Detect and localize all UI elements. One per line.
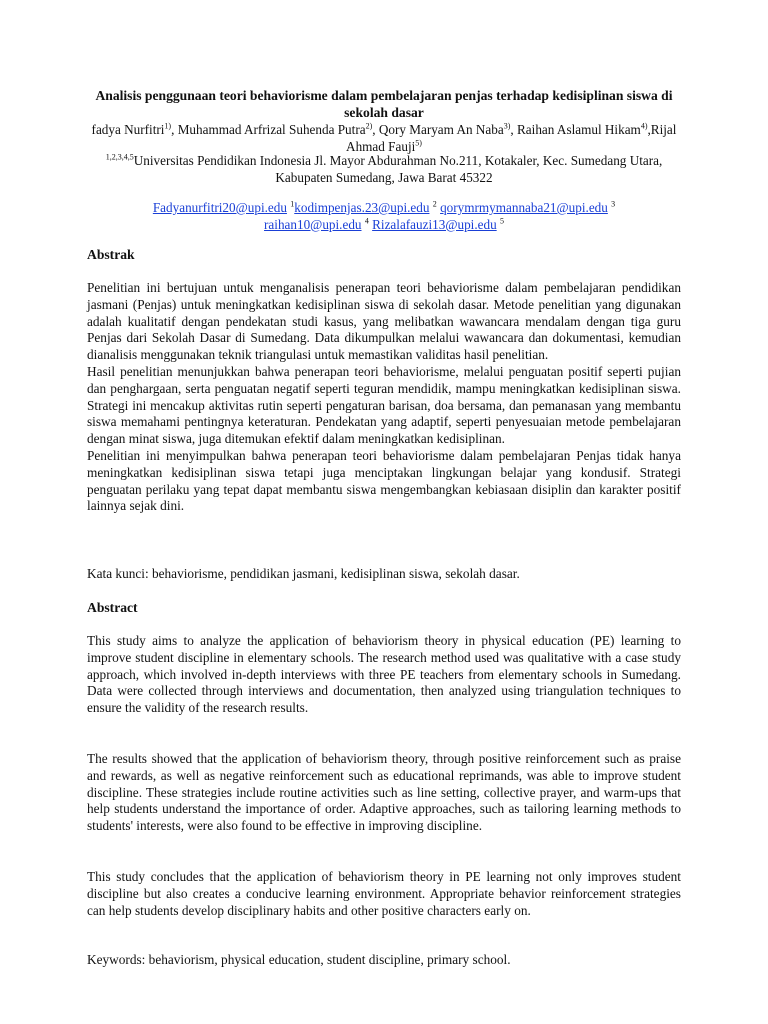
author-mark: 5) [415,138,422,148]
affiliation-mark: 1,2,3,4,5 [105,152,134,162]
email-link[interactable]: kodimpenjas.23@upi.edu [294,200,430,215]
abstract-paragraph: This study concludes that the application of behaviorism theory in PE learning not only improves student discipline but also creates a conducive learning environment. Appropriate behavior reinforcement strategies can help students develop disciplinary habits and other positive characters early on. [87,869,681,918]
affiliation [80,153,688,186]
abstrak-paragraph: Penelitian ini bertujuan untuk menganalisis penerapan teori behaviorisme dalam pembelajaran pendidikan jasmani (Penjas) untuk meningkatkan kedisiplinan siswa di sekolah dasar. Metode penelitian yang digunakan adalah kualitatif dengan pendekatan studi kasus, yang melibatkan wawancara mendalam dengan tiga guru Penjas dari Sekolah Dasar di Sumedang. Data dikumpulkan melalui wawancara dan dokumentasi, kemudian dianalisis menggunakan teknik triangulasi untuk memastikan validitas hasil penelitian. [87,280,681,363]
author-mark: 1) [164,121,172,131]
abstract-paragraph: This study aims to analyze the application of behaviorism theory in physical education (PE) learning to improve student discipline in elementary schools. The research method used was qualitative with a case study approach, which involved in-depth interviews with three PE teachers from elementary schools in Sumedang. Data were collected through interviews and documentation, then analyzed using triangulation techniques to ensure the validity of the research results. [87,633,681,716]
email-mark: 3 [611,199,616,209]
abstract-paragraph: The results showed that the application of behaviorism theory, through positive reinforcement such as praise and rewards, as well as negative reinforcement such as educational reprimands, was able to improve student discipline. These strategies include routine activities such as line setting, collective prayer, and warm-ups that help students understand the importance of order. Adaptive approaches, such as tailoring learning methods to students' interests, were also found to be effective in improving discipline. [87,751,681,834]
author-mark: 4) [640,121,648,131]
kata-kunci: Kata kunci: behaviorisme, pendidikan jasmani, kedisiplinan siswa, sekolah dasar. [87,566,520,581]
author-mark: 2) [365,121,373,131]
keywords: Keywords: behaviorism, physical education, student discipline, primary school. [87,952,511,967]
author-name: , Muhammad Arfrizal Suhenda Putra [171,122,366,137]
email-mark: 4 [364,216,369,226]
email-list [80,200,688,233]
abstrak-paragraph: Hasil penelitian menunjukkan bahwa penerapan teori behaviorisme, melalui penguatan positif seperti pujian dan penghargaan, serta penguatan negatif seperti teguran mendidik, mampu meningkatkan kedisiplinan siswa. Strategi ini mencakup aktivitas rutin seperti pengaturan barisan, doa bersama, dan pemanasan yang membantu siswa memahami pentingnya keteraturan. Pendekatan yang adaptif, seperti penyesuaian metode pembelajaran dengan minat siswa, juga ditemukan efektif dalam meningkatkan kedisiplinan. [87,363,681,447]
abstrak-body [87,280,681,515]
paper-title: Analisis penggunaan teori behaviorisme dalam pembelajaran penjas terhadap kedisiplinan siswa di sekolah dasar [95,88,673,120]
email-link[interactable]: Rizalafauzi13@upi.edu [372,216,497,232]
email-mark: 1 [290,199,295,209]
abstract-heading: Abstract [87,600,138,615]
affiliation-text: Universitas Pendidikan Indonesia Jl. Mayor Abdurahman No.211, Kotakaler, Kec. Sumedang Utara, Kabupaten Sumedang, Jawa Barat 45322 [133,153,663,185]
email-link[interactable]: Fadyanurfitri20@upi.edu [152,200,287,215]
author-mark: 3) [503,121,511,131]
email-mark: 2 [432,199,437,209]
email-mark: 5 [499,216,504,226]
author-name: , Qory Maryam An Naba [372,122,504,137]
author-name: , Raihan Aslamul Hikam [510,122,641,137]
email-link[interactable]: qorymrmymannaba21@upi.edu [440,200,608,215]
abstrak-heading: Abstrak [87,247,135,262]
email-link[interactable]: raihan10@upi.edu [264,216,362,232]
author-name: ,Rijal Ahmad Fauji [346,122,677,154]
author-name: fadya Nurfitri [91,122,165,137]
abstrak-paragraph: Penelitian ini menyimpulkan bahwa penerapan teori behaviorisme dalam pembelajaran Penjas tidak hanya meningkatkan kedisiplinan siswa tetapi juga menciptakan lingkungan belajar yang kondusif. Strategi penguatan perilaku yang tepat dapat membantu siswa mengembangkan kebiasaan disiplin dan karakter positif lainnya sejak dini. [87,447,681,514]
author-list [80,122,688,155]
